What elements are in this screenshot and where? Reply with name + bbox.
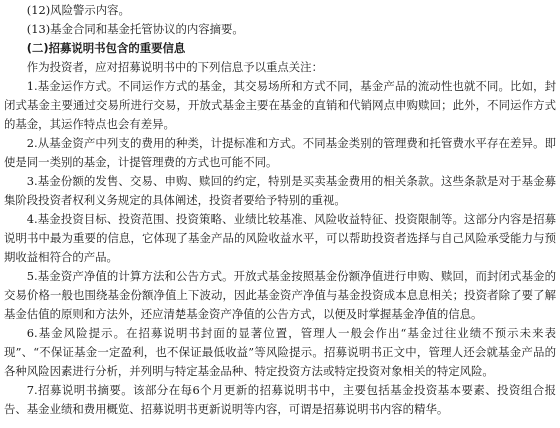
point-4-paragraph: 4.基金投资目标、投资范围、投资策略、业绩比较基准、风险收益特征、投资限制等。这部分内容是招募说明书中最为重要的信息，它体现了基金产品的风险收益水平，可以帮助投资者选择与自己风险承受能力与预期收益相符合的产品。 <box>4 212 556 264</box>
list-item-13: (13)基金合同和基金托管协议的内容摘要。 <box>26 22 244 36</box>
point-7-paragraph: 7.招募说明书摘要。该部分在每6个月更新的招募说明书中，主要包括基金投资基本要素、投资组合报告、基金业绩和费用概览、招募说明书更新说明等内容，可谓是招募说明书内容的精华。 <box>4 383 556 416</box>
point-5-paragraph: 5.基金资产净值的计算方法和公告方式。开放式基金按照基金份额净值进行申购、赎回，而封闭式基金的交易价格一般也围绕基金份额净值上下波动，因此基金资产净值与基金投资成本息息相关；投资者除了要了解基金估值的原则和方法外，还应清楚基金资产净值的公告方式，以便及时掌握基金净值的信息。 <box>4 269 556 321</box>
point-2-paragraph: 2.从基金资产中列支的费用的种类，计提标准和方式。不同基金类别的管理费和托管费水平存在差异。即使是同一类别的基金，计提管理费的方式也可能不同。 <box>4 136 556 169</box>
section-heading: (二)招募说明书包含的重要信息 <box>26 41 186 55</box>
point-1-paragraph: 1.基金运作方式。不同运作方式的基金，其交易场所和方式不同，基金产品的流动性也就不同。比如，封闭式基金主要通过交易所进行交易，开放式基金主要在基金的直销和代销网点申购赎回；此外，不同运作方式的基金，其运作特点也会有差异。 <box>4 79 556 131</box>
point-6-paragraph: 6.基金风险提示。在招募说明书封面的显著位置，管理人一般会作出“基金过往业绩不预示未来表现”、“不保证基金一定盈利，也不保证最低收益”等风险提示。招募说明书正文中，管理人还会就基金产品的各种风险因素进行分析，并列明与特定基金品种、特定投资方法或特定投资对象相关的特定风险。 <box>4 326 556 378</box>
intro-paragraph: 作为投资者，应对招募说明书中的下列信息予以重点关注： <box>26 60 323 74</box>
list-item-12: (12)风险警示内容。 <box>26 3 130 17</box>
point-3-paragraph: 3.基金份额的发售、交易、申购、赎回的约定，特别是买卖基金费用的相关条款。这些条款是对于基金募集阶段投资者权利义务规定的具体阐述，投资者要给予特别的重视。 <box>4 174 556 207</box>
